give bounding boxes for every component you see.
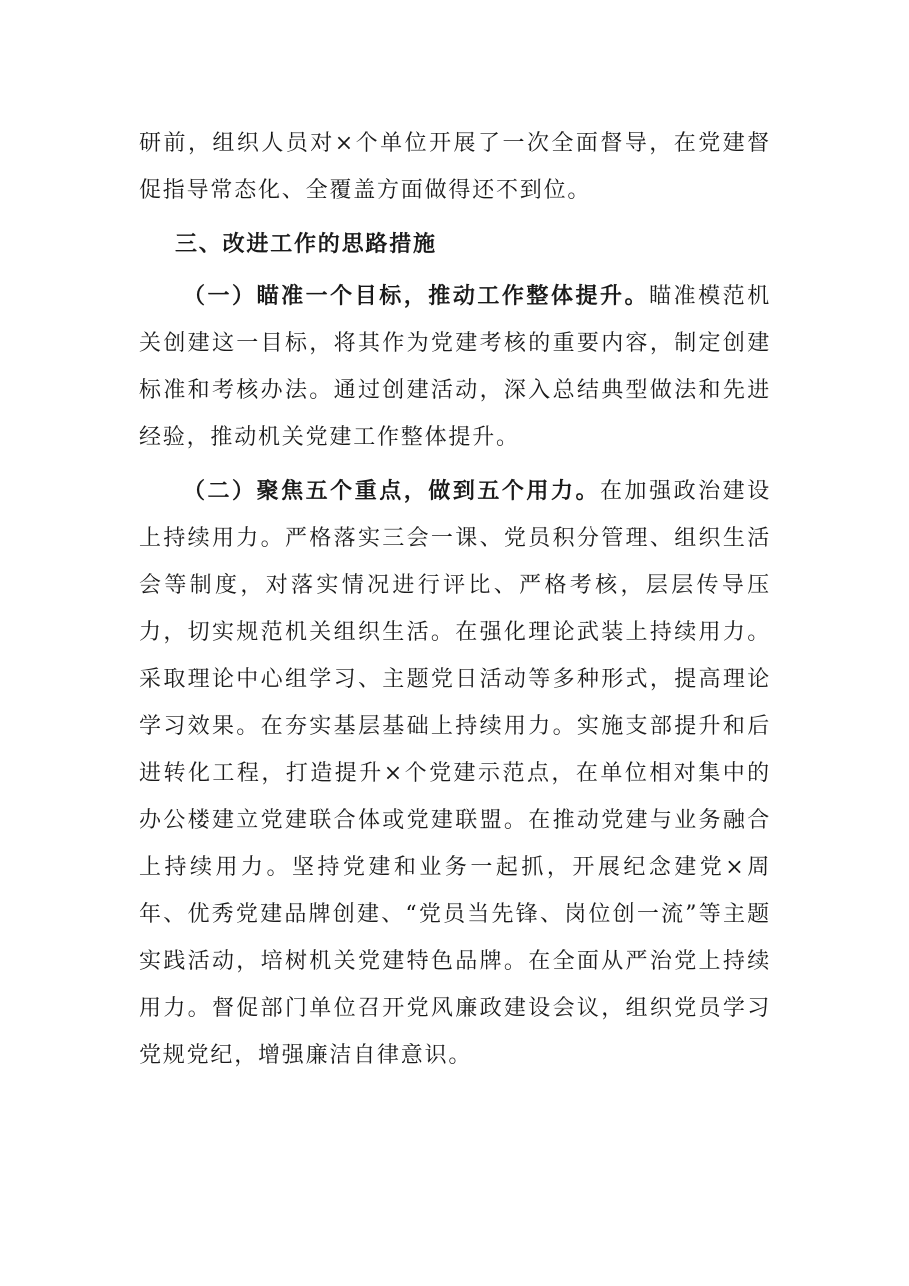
subsection-paragraph-1 xyxy=(139,273,771,461)
subsection-body-1: 瞄准模范机关创建这一目标，将其作为党建考核的重要内容，制定创建标准和考核办法。通过创建活动，深入总结典型做法和先进经验，推动机关党建工作整体提升。 xyxy=(139,284,771,450)
subsection-lead-1: （一）瞄准一个目标，推动工作整体提升。 xyxy=(183,284,650,309)
subsection-lead-2: （二）聚焦五个重点，做到五个用力。 xyxy=(183,479,601,504)
subsection-paragraph-2 xyxy=(139,468,771,1079)
continuation-paragraph: 研前，组织人员对×个单位开展了一次全面督导，在党建督促指导常态化、全覆盖方面做得还不到位。 xyxy=(139,131,771,203)
subsection-body-2: 在加强政治建设上持续用力。严格落实三会一课、党员积分管理、组织生活会等制度，对落实情况进行评比、严格考核，层层传导压力，切实规范机关组织生活。在强化理论武装上持续用力。采取理论中心组学习、主题党日活动等多种形式，提高理论学习效果。在夯实基层基础上持续用力。实施支部提升和后进转化工程，打造提升×个党建示范点，在单位相对集中的办公楼建立党建联合体或党建联盟。在推动党建与业务融合上持续用力。坚持党建和业务一起抓，开展纪念建党×周年、优秀党建品牌创建、“党员当先锋、岗位创一流”等主题实践活动，培树机关党建特色品牌。在全面从严治党上持续用力。督促部门单位召开党风廉政建设会议，组织党员学习党规党纪，增强廉洁自律意识。 xyxy=(139,479,771,1068)
section-heading: 三、改进工作的思路措施 xyxy=(175,232,437,257)
document-body xyxy=(139,120,771,1079)
